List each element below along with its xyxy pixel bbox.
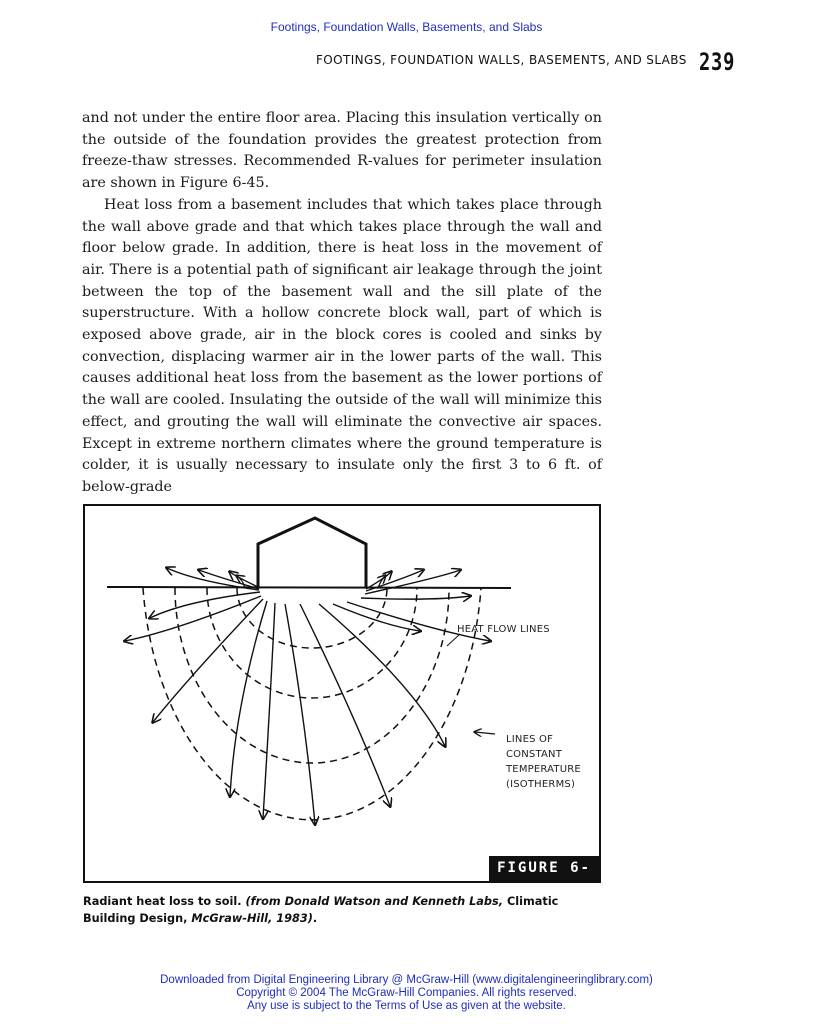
footer	[0, 974, 813, 1013]
figure-6-43	[83, 504, 601, 883]
label-isotherms-line2: CONSTANT	[506, 749, 563, 760]
footer-download-link[interactable]: Downloaded from Digital Engineering Library @ McGraw-Hill (www.digitalengineeringlibrary.com)	[160, 974, 653, 986]
label-isotherms-line3: TEMPERATURE	[506, 764, 581, 775]
house-outline	[258, 518, 366, 588]
heat-flow-lines	[125, 568, 490, 824]
label-isotherms-line4: (ISOTHERMS)	[506, 779, 576, 790]
leader-isotherms	[475, 732, 495, 734]
running-head: FOOTINGS, FOUNDATION WALLS, BASEMENTS, AND SLABS	[316, 53, 687, 67]
footer-copyright: Copyright © 2004 The McGraw-Hill Companies. All rights reserved.	[236, 987, 577, 999]
top-chapter-link[interactable]: Footings, Foundation Walls, Basements, and Slabs	[270, 20, 543, 34]
caption-publisher: McGraw-Hill, 1983)	[191, 912, 313, 925]
figure-number-tag: FIGURE 6-	[489, 856, 599, 881]
paragraph-1: and not under the entire floor area. Placing this insulation vertically on the outside of the foundation provides the greatest protection from freeze-thaw stresses. Recommended R-values for perimeter insulation are shown in Figure 6-45.	[82, 110, 602, 192]
label-isotherms-line1: LINES OF	[506, 734, 554, 745]
label-heat-flow-lines: HEAT FLOW LINES	[457, 624, 550, 635]
caption-book-title: Climatic Building Design,	[83, 895, 559, 925]
figure-caption	[83, 893, 605, 927]
body-text	[82, 108, 602, 499]
ground-line	[107, 587, 511, 588]
caption-title: Radiant heat loss to soil.	[83, 895, 242, 908]
paragraph-2: Heat loss from a basement includes that which takes place through the wall above grade and that which takes place through the wall and floor below grade. In addition, there is heat loss in the movement of air. There is a potential path of significant air leakage through the joint between the top of the basement wall and the sill plate of the superstructure. With a hollow concrete block wall, part of which is exposed above grade, air in the block cores is cooled and sinks by convection, displacing warmer air in the lower parts of the wall. This causes additional heat loss from the basement as the lower portions of the wall are cooled. Insulating the outside of the wall will minimize this effect, and grouting the wall will eliminate the convective air spaces. Except in extreme northern climates where the ground temperature is colder, it is usually necessary to insulate only the first 3 to 6 ft. of below-grade	[82, 196, 602, 495]
heat-loss-diagram	[85, 506, 599, 881]
caption-period: .	[312, 912, 318, 925]
caption-source: (from Donald Watson and Kenneth Labs,	[245, 895, 504, 908]
footer-terms-link[interactable]: Any use is subject to the Terms of Use as given at the website.	[247, 1000, 566, 1012]
isotherms	[143, 588, 481, 820]
page-number: 239	[699, 48, 736, 76]
leader-heat-flow	[447, 634, 460, 646]
